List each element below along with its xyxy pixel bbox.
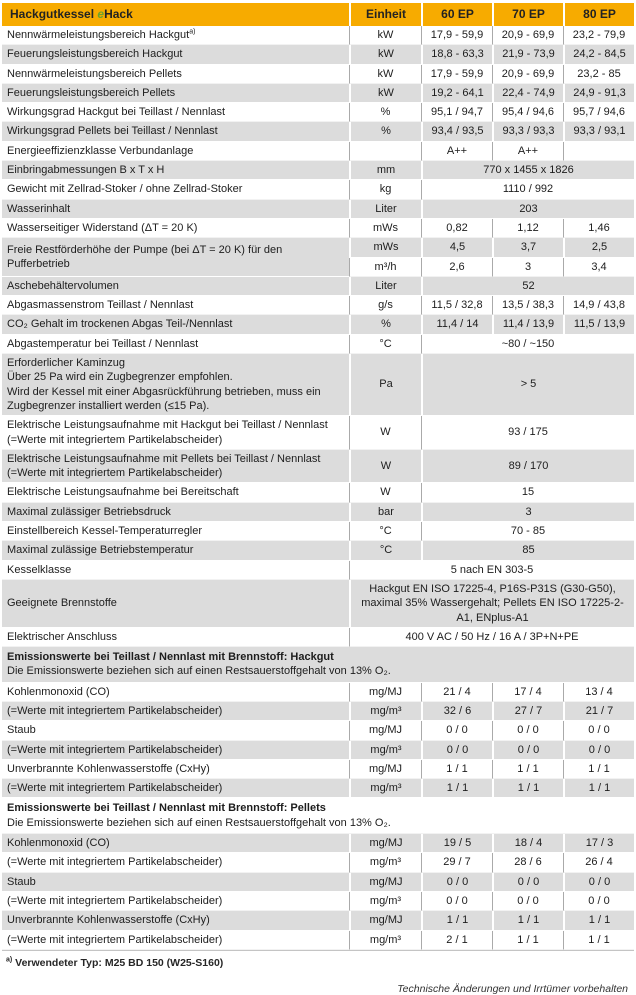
- table-row: [2, 65, 634, 84]
- span-value-cell: 3: [421, 503, 634, 522]
- value-cell-60ep: 17,9 - 59,9: [421, 26, 492, 45]
- unit-cell: mg/MJ: [349, 911, 421, 930]
- row-label: Unverbrannte Kohlenwasserstoffe (CxHy): [2, 911, 349, 930]
- row-label: Gewicht mit Zellrad-Stoker / ohne Zellrad-Stoker: [2, 180, 349, 199]
- value-cell-60ep: 0 / 0: [421, 721, 492, 740]
- row-label-line: Elektrische Leistungsaufnahme mit Hackgut bei Teillast / Nennlast: [7, 419, 328, 432]
- value-cell-70ep: 11,4 / 13,9: [492, 315, 563, 334]
- value-cell-60ep: 95,1 / 94,7: [421, 103, 492, 122]
- unit-cell: mg/m³: [349, 702, 421, 721]
- value-cell-60ep: 1 / 1: [421, 779, 492, 798]
- value-cell-70ep: 27 / 7: [492, 702, 563, 721]
- section-subtitle: Die Emissionswerte beziehen sich auf einen Restsauerstoffgehalt von 13% O₂.: [7, 665, 391, 678]
- unit-cell: Liter: [349, 200, 421, 219]
- unit-cell: kW: [349, 84, 421, 103]
- column-header-80ep: 80 EP: [563, 3, 634, 26]
- value-cell-80ep: 93,3 / 93,1: [563, 122, 634, 141]
- span-value-cell: 770 x 1455 x 1826: [421, 161, 634, 180]
- table-row: [2, 219, 634, 238]
- table-row: [2, 483, 634, 502]
- value-cell-60ep: 17,9 - 59,9: [421, 65, 492, 84]
- row-label: Wasserinhalt: [2, 200, 349, 219]
- unit-cell: W: [349, 416, 421, 450]
- footnote-ref: a): [189, 28, 196, 36]
- table-row: [2, 238, 634, 257]
- unit-cell: Pa: [349, 354, 421, 416]
- unit-cell: mg/MJ: [349, 683, 421, 702]
- unit-cell: W: [349, 483, 421, 502]
- table-row: [2, 450, 634, 484]
- value-cell-60ep: 21 / 4: [421, 683, 492, 702]
- table-row: [2, 721, 634, 740]
- value-cell-80ep: 1 / 1: [563, 911, 634, 930]
- table-row: [2, 873, 634, 892]
- unit-cell: mm: [349, 161, 421, 180]
- value-cell-70ep: A++: [492, 142, 563, 161]
- value-cell-60ep: 18,8 - 63,3: [421, 45, 492, 64]
- table-row: [2, 103, 634, 122]
- value-cell-60ep: 2,6: [421, 258, 492, 277]
- footnote-text: Verwendeter Typ: M25 BD 150 (W25-S160): [12, 956, 224, 969]
- section-header-cell: [2, 798, 634, 834]
- table-row: [2, 200, 634, 219]
- row-label: (=Werte mit integriertem Partikelabscheider): [2, 931, 349, 950]
- span-value-cell: 89 / 170: [421, 450, 634, 484]
- row-label: (=Werte mit integriertem Partikelabscheider): [2, 892, 349, 911]
- table-row: [2, 335, 634, 354]
- row-label: Elektrische Leistungsaufnahme bei Bereitschaft: [2, 483, 349, 502]
- span-value-cell: 70 - 85: [421, 522, 634, 541]
- row-label: Energieeffizienzklasse Verbundanlage: [2, 142, 349, 161]
- table-row: [2, 161, 634, 180]
- value-cell-70ep: 18 / 4: [492, 834, 563, 853]
- table-row: [2, 561, 634, 580]
- product-name-prefix: Hackgutkessel: [10, 6, 98, 21]
- table-row: [2, 911, 634, 930]
- unit-cell: mg/m³: [349, 741, 421, 760]
- row-label-line: Erforderlicher Kaminzug: [7, 357, 125, 370]
- row-label-line: Wird der Kessel mit einer Abgasrückführung betrieben, muss ein: [7, 385, 321, 398]
- value-cell-70ep: 20,9 - 69,9: [492, 26, 563, 45]
- unit-cell: bar: [349, 503, 421, 522]
- table-row: [2, 45, 634, 64]
- row-label: [2, 416, 349, 450]
- unit-cell: W: [349, 450, 421, 484]
- spec-table: [2, 3, 634, 951]
- unit-cell: kW: [349, 45, 421, 64]
- row-label: Maximal zulässige Betriebstemperatur: [2, 541, 349, 560]
- row-label: Freie Restförderhöhe der Pumpe (bei ΔT = 20 K) für den Pufferbetrieb: [2, 238, 349, 277]
- value-cell-80ep: 1,46: [563, 219, 634, 238]
- table-row: [2, 503, 634, 522]
- row-label: Elektrischer Anschluss: [2, 628, 349, 647]
- unit-cell: m³/h: [349, 258, 421, 277]
- span-value-cell: 52: [421, 277, 634, 296]
- unit-cell: mWs: [349, 219, 421, 238]
- value-cell-70ep: 3: [492, 258, 563, 277]
- row-label: Wasserseitiger Widerstand (ΔT = 20 K): [2, 219, 349, 238]
- spec-table-body: [2, 26, 634, 950]
- value-cell-80ep: 26 / 4: [563, 853, 634, 872]
- unit-cell: kg: [349, 180, 421, 199]
- row-label: Feuerungsleistungsbereich Hackgut: [2, 45, 349, 64]
- unit-cell: %: [349, 122, 421, 141]
- value-cell-70ep: 20,9 - 69,9: [492, 65, 563, 84]
- value-cell-70ep: 93,3 / 93,3: [492, 122, 563, 141]
- value-cell-70ep: 1 / 1: [492, 911, 563, 930]
- row-label: Aschebehältervolumen: [2, 277, 349, 296]
- row-label: Unverbrannte Kohlenwasserstoffe (CxHy): [2, 760, 349, 779]
- unit-cell: mg/m³: [349, 779, 421, 798]
- disclaimer-text: Technische Änderungen und Irrtümer vorbehalten: [397, 982, 628, 995]
- row-label: Nennwärmeleistungsbereich Hackgut$^{a)}$: [2, 26, 349, 45]
- value-cell-60ep: 19,2 - 64,1: [421, 84, 492, 103]
- unit-cell: mg/MJ: [349, 834, 421, 853]
- value-cell-70ep: 0 / 0: [492, 741, 563, 760]
- table-row: [2, 892, 634, 911]
- value-cell-70ep: 17 / 4: [492, 683, 563, 702]
- table-row: [2, 180, 634, 199]
- value-cell-80ep: 23,2 - 79,9: [563, 26, 634, 45]
- row-label: (=Werte mit integriertem Partikelabscheider): [2, 853, 349, 872]
- unit-cell: mg/m³: [349, 931, 421, 950]
- table-row: [2, 741, 634, 760]
- row-label: Maximal zulässiger Betriebsdruck: [2, 503, 349, 522]
- row-label: Feuerungsleistungsbereich Pellets: [2, 84, 349, 103]
- table-row: [2, 522, 634, 541]
- value-cell-70ep: 1 / 1: [492, 931, 563, 950]
- value-cell-80ep: 24,2 - 84,5: [563, 45, 634, 64]
- row-label: Geeignete Brennstoffe: [2, 580, 349, 628]
- unit-cell: mg/m³: [349, 853, 421, 872]
- value-cell-80ep: 24,9 - 91,3: [563, 84, 634, 103]
- value-cell-60ep: A++: [421, 142, 492, 161]
- table-row: [2, 296, 634, 315]
- span-value-cell: 93 / 175: [421, 416, 634, 450]
- unit-cell: mg/MJ: [349, 760, 421, 779]
- value-cell-80ep: 1 / 1: [563, 760, 634, 779]
- value-cell-70ep: 28 / 6: [492, 853, 563, 872]
- span-value-cell: 15: [421, 483, 634, 502]
- full-span-value-cell: Hackgut EN ISO 17225-4, P16S-P31S (G30-G50), maximal 35% Wassergehalt; Pellets EN ISO 17225-2-A1, ENplus-A1: [349, 580, 634, 628]
- row-label: [2, 354, 349, 416]
- value-cell-80ep: 14,9 / 43,8: [563, 296, 634, 315]
- section-header-cell: [2, 647, 634, 683]
- row-label: Einbringabmessungen B x T x H: [2, 161, 349, 180]
- table-row: [2, 760, 634, 779]
- section-title: Emissionswerte bei Teillast / Nennlast mit Brennstoff: Hackgut: [7, 651, 334, 664]
- unit-cell: °C: [349, 335, 421, 354]
- unit-cell: [349, 142, 421, 161]
- span-value-cell: 1110 / 992: [421, 180, 634, 199]
- value-cell-70ep: 0 / 0: [492, 721, 563, 740]
- value-cell-80ep: [563, 142, 634, 161]
- value-cell-70ep: 95,4 / 94,6: [492, 103, 563, 122]
- unit-cell: mg/MJ: [349, 873, 421, 892]
- product-name-rest: Hack: [104, 6, 133, 21]
- unit-cell: %: [349, 315, 421, 334]
- section-header-row: [2, 798, 634, 834]
- value-cell-60ep: 11,4 / 14: [421, 315, 492, 334]
- unit-cell: kW: [349, 26, 421, 45]
- unit-cell: %: [349, 103, 421, 122]
- unit-cell: kW: [349, 65, 421, 84]
- span-value-cell: > 5: [421, 354, 634, 416]
- footnote: [2, 951, 634, 969]
- table-row: [2, 84, 634, 103]
- row-label: Kohlenmonoxid (CO): [2, 834, 349, 853]
- value-cell-60ep: 1 / 1: [421, 911, 492, 930]
- value-cell-60ep: 2 / 1: [421, 931, 492, 950]
- table-row: [2, 683, 634, 702]
- unit-cell: mWs: [349, 238, 421, 257]
- table-row: [2, 853, 634, 872]
- row-label: (=Werte mit integriertem Partikelabscheider): [2, 741, 349, 760]
- table-row: [2, 834, 634, 853]
- unit-cell: °C: [349, 522, 421, 541]
- value-cell-80ep: 2,5: [563, 238, 634, 257]
- value-cell-70ep: 22,4 - 74,9: [492, 84, 563, 103]
- value-cell-60ep: 11,5 / 32,8: [421, 296, 492, 315]
- section-header-row: [2, 647, 634, 683]
- value-cell-80ep: 1 / 1: [563, 931, 634, 950]
- value-cell-80ep: 21 / 7: [563, 702, 634, 721]
- table-row: [2, 628, 634, 647]
- value-cell-60ep: 0,82: [421, 219, 492, 238]
- value-cell-80ep: 3,4: [563, 258, 634, 277]
- column-header-70ep: 70 EP: [492, 3, 563, 26]
- span-value-cell: 85: [421, 541, 634, 560]
- full-span-value-cell: 5 nach EN 303-5: [349, 561, 634, 580]
- span-value-cell: 203: [421, 200, 634, 219]
- row-label-line: Zugbegrenzer installiert werden (≤15 Pa).: [7, 399, 210, 412]
- row-label-line: Elektrische Leistungsaufnahme mit Pellets bei Teillast / Nennlast: [7, 452, 321, 465]
- table-row: [2, 354, 634, 416]
- value-cell-80ep: 0 / 0: [563, 873, 634, 892]
- value-cell-80ep: 13 / 4: [563, 683, 634, 702]
- table-row: [2, 931, 634, 950]
- value-cell-70ep: 1 / 1: [492, 760, 563, 779]
- row-label: (=Werte mit integriertem Partikelabscheider): [2, 702, 349, 721]
- row-label: Abgastemperatur bei Teillast / Nennlast: [2, 335, 349, 354]
- table-row: [2, 541, 634, 560]
- full-span-value-cell: 400 V AC / 50 Hz / 16 A / 3P+N+PE: [349, 628, 634, 647]
- value-cell-80ep: 23,2 - 85: [563, 65, 634, 84]
- section-title: Emissionswerte bei Teillast / Nennlast mit Brennstoff: Pellets: [7, 802, 326, 815]
- value-cell-70ep: 1 / 1: [492, 779, 563, 798]
- value-cell-60ep: 0 / 0: [421, 741, 492, 760]
- row-label-line: (=Werte mit integriertem Partikelabscheider): [7, 433, 223, 446]
- unit-cell: °C: [349, 541, 421, 560]
- value-cell-60ep: 0 / 0: [421, 873, 492, 892]
- value-cell-60ep: 4,5: [421, 238, 492, 257]
- row-label: Kesselklasse: [2, 561, 349, 580]
- page-title: [2, 3, 349, 26]
- table-row: [2, 580, 634, 628]
- row-label: Staub: [2, 721, 349, 740]
- value-cell-70ep: 21,9 - 73,9: [492, 45, 563, 64]
- footnote-marker: a): [6, 956, 13, 964]
- row-label: Staub: [2, 873, 349, 892]
- value-cell-60ep: 1 / 1: [421, 760, 492, 779]
- row-label: Wirkungsgrad Pellets bei Teillast / Nennlast: [2, 122, 349, 141]
- value-cell-70ep: 13,5 / 38,3: [492, 296, 563, 315]
- column-header-unit: Einheit: [349, 3, 421, 26]
- product-name-e: e: [97, 6, 105, 21]
- table-row: [2, 779, 634, 798]
- column-header-60ep: 60 EP: [421, 3, 492, 26]
- value-cell-70ep: 0 / 0: [492, 892, 563, 911]
- value-cell-80ep: 17 / 3: [563, 834, 634, 853]
- unit-cell: Liter: [349, 277, 421, 296]
- table-row: [2, 26, 634, 45]
- unit-cell: mg/MJ: [349, 721, 421, 740]
- table-header-row: [2, 3, 634, 26]
- value-cell-70ep: 3,7: [492, 238, 563, 257]
- row-label-line: (=Werte mit integriertem Partikelabscheider): [7, 467, 223, 480]
- row-label: Kohlenmonoxid (CO): [2, 683, 349, 702]
- value-cell-70ep: 0 / 0: [492, 873, 563, 892]
- row-label: CO₂ Gehalt im trockenen Abgas Teil-/Nennlast: [2, 315, 349, 334]
- value-cell-80ep: 11,5 / 13,9: [563, 315, 634, 334]
- value-cell-60ep: 0 / 0: [421, 892, 492, 911]
- value-cell-80ep: 0 / 0: [563, 741, 634, 760]
- table-row: [2, 702, 634, 721]
- value-cell-80ep: 0 / 0: [563, 721, 634, 740]
- table-row: [2, 122, 634, 141]
- value-cell-80ep: 0 / 0: [563, 892, 634, 911]
- span-value-cell: ~80 / ~150: [421, 335, 634, 354]
- section-subtitle: Die Emissionswerte beziehen sich auf einen Restsauerstoffgehalt von 13% O₂.: [7, 816, 391, 829]
- row-label: (=Werte mit integriertem Partikelabscheider): [2, 779, 349, 798]
- value-cell-70ep: 1,12: [492, 219, 563, 238]
- value-cell-80ep: 95,7 / 94,6: [563, 103, 634, 122]
- table-row: [2, 142, 634, 161]
- row-label: Einstellbereich Kessel-Temperaturregler: [2, 522, 349, 541]
- row-label: Wirkungsgrad Hackgut bei Teillast / Nennlast: [2, 103, 349, 122]
- value-cell-60ep: 19 / 5: [421, 834, 492, 853]
- value-cell-80ep: 1 / 1: [563, 779, 634, 798]
- value-cell-60ep: 29 / 7: [421, 853, 492, 872]
- table-row: [2, 277, 634, 296]
- row-label: Nennwärmeleistungsbereich Pellets: [2, 65, 349, 84]
- unit-cell: mg/m³: [349, 892, 421, 911]
- table-row: [2, 315, 634, 334]
- table-row: [2, 416, 634, 450]
- row-label-line: Über 25 Pa wird ein Zugbegrenzer empfohlen.: [7, 371, 233, 384]
- value-cell-60ep: 32 / 6: [421, 702, 492, 721]
- row-label: Abgasmassenstrom Teillast / Nennlast: [2, 296, 349, 315]
- row-label: [2, 450, 349, 484]
- unit-cell: g/s: [349, 296, 421, 315]
- value-cell-60ep: 93,4 / 93,5: [421, 122, 492, 141]
